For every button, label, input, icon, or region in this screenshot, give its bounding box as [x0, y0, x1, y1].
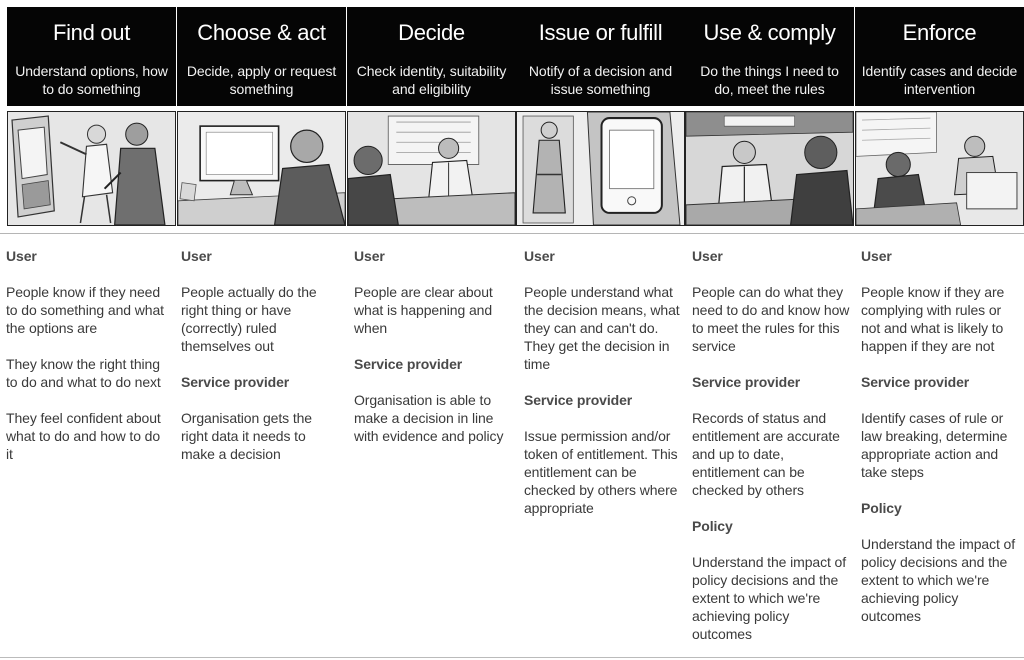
stage-title: Enforce	[902, 20, 977, 45]
stage-header	[177, 7, 346, 106]
stage-issue-fulfill	[516, 7, 685, 226]
column-find-out	[6, 247, 166, 481]
stage-header	[855, 7, 1024, 106]
outcome-text: People actually do the right thing or have (correctly) ruled themselves out	[181, 284, 317, 354]
stage-choose-act	[177, 7, 346, 226]
stage-title: Use & comply	[703, 20, 836, 45]
stage-subtitle: Notify of a decision and issue something	[528, 63, 673, 97]
role-heading: Service provider	[524, 392, 633, 408]
stage-find-out	[7, 7, 176, 226]
outcome-text: They feel confident about what to do and how to do it	[6, 410, 161, 462]
role-heading: Policy	[861, 500, 902, 516]
role-heading: Service provider	[181, 374, 290, 390]
phone-notification-sketch	[516, 111, 685, 226]
outcome-text: Organisation is able to make a decision in line with evidence and policy	[354, 392, 504, 444]
role-heading: User	[861, 248, 892, 264]
outcome-text: People know if they are complying with rules or not and what is likely to happen if they are not	[861, 284, 1005, 354]
stage-subtitle: Identify cases and decide intervention	[861, 63, 1018, 97]
stage-subtitle: Understand options, how to do something	[15, 63, 168, 97]
role-heading: Policy	[692, 518, 733, 534]
outcome-text: People can do what they need to do and know how to meet the rules for this service	[692, 284, 850, 354]
stage-enforce	[855, 7, 1024, 226]
stage-title: Find out	[52, 20, 131, 45]
stage-subtitle: Decide, apply or request something	[186, 63, 337, 97]
outcome-text: Identify cases of rule or law breaking, determine appropriate action and take steps	[861, 410, 1008, 480]
outcome-text: Understand the impact of policy decisions and the extent to which we're achieving policy outcomes	[692, 554, 847, 642]
outcome-text: They know the right thing to do and what to do next	[6, 356, 161, 390]
role-heading: Service provider	[861, 374, 970, 390]
column-use-comply	[692, 247, 852, 660]
outcome-text: Records of status and entitlement are accurate and up to date, entitlement can be checked by others	[692, 410, 840, 498]
role-heading: User	[354, 248, 385, 264]
stage-title: Issue or fulfill	[538, 20, 663, 45]
stage-decide	[347, 7, 516, 226]
stage-subtitle: Do the things I need to do, meet the rules	[700, 63, 839, 97]
office-interview-sketch	[347, 111, 516, 226]
stage-header	[685, 7, 854, 106]
outcome-text: People know if they need to do something and what the options are	[6, 284, 164, 336]
office-enforcement-sketch	[855, 111, 1024, 226]
column-decide	[354, 247, 514, 463]
kiosk-help-sketch	[7, 111, 176, 226]
border-check-sketch	[685, 111, 854, 226]
role-heading: User	[692, 248, 723, 264]
role-heading: User	[6, 248, 37, 264]
stage-title: Choose & act	[197, 20, 326, 45]
stage-title: Decide	[398, 20, 465, 45]
stage-header	[347, 7, 516, 106]
role-heading: Service provider	[692, 374, 801, 390]
outcome-text: Issue permission and/or token of entitlement. This entitlement can be checked by others where appropriate	[524, 428, 678, 516]
outcome-text: People are clear about what is happening and when	[354, 284, 493, 336]
column-enforce	[861, 247, 1021, 643]
stage-subtitle: Check identity, suitability and eligibility	[356, 63, 507, 97]
role-heading: Service provider	[354, 356, 463, 372]
role-heading: User	[181, 248, 212, 264]
role-heading: User	[524, 248, 555, 264]
computer-desk-sketch	[177, 111, 346, 226]
outcome-text: People understand what the decision means, what they can and can't do. They get the decision in time	[524, 284, 680, 372]
outcome-text: Organisation gets the right data it needs to make a decision	[181, 410, 312, 462]
outcome-text: Understand the impact of policy decisions and the extent to which we're achieving policy outcomes	[861, 536, 1016, 624]
bottom-divider	[0, 657, 1024, 658]
column-choose-act	[181, 247, 341, 481]
stage-header	[7, 7, 176, 106]
column-issue-fulfill	[524, 247, 684, 535]
section-divider	[0, 233, 1024, 234]
stage-header	[516, 7, 685, 106]
stage-use-comply	[685, 7, 854, 226]
